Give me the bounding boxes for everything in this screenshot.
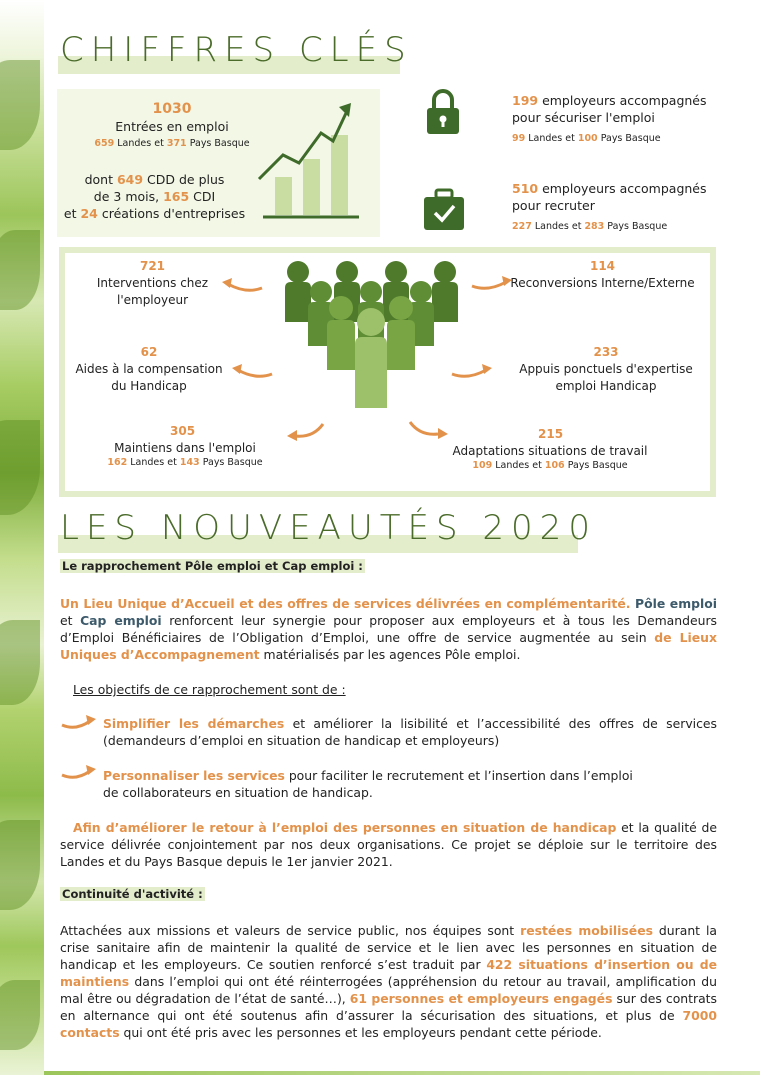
entries-split: 659 Landes et 371 Pays Basque	[94, 138, 250, 149]
bullet-simplifier: Simplifier les démarches et améliorer la lisibilité et l’accessibilité des offres de services (demandeurs d’emploi en situation de handicap et employeurs)	[103, 716, 717, 748]
subhead-continuite: Continuité d'activité :	[62, 887, 203, 901]
bullet-arrow-icon	[60, 713, 98, 731]
arrow-down-left-icon	[285, 420, 325, 442]
stat-aides: 62 Aides à la compensation du Handicap	[75, 345, 223, 393]
bullet-arrow-icon	[60, 763, 98, 781]
stat-reconversions: 114 Reconversions Interne/Externe	[510, 259, 695, 290]
arrow-right-icon	[450, 362, 494, 382]
people-group-icon	[283, 258, 461, 412]
lock-icon	[425, 88, 461, 136]
entries-block	[92, 101, 252, 152]
employers-recruit: 510 employeurs accompagnés pour recruter 227 Landes et 283 Pays Basque	[512, 181, 707, 232]
contracts-block: dont 649 CDD de plus de 3 mois, 165 CDI et 24 créations d'entreprises	[63, 172, 246, 221]
entries-value: 1030	[152, 101, 192, 117]
paragraph-lieu-unique: Un Lieu Unique d’Accueil et des offres de services délivrées en complémentarité. Pôle emploi et Cap emploi renforcent leur synergie pour proposer aux employeurs et à tous les Demandeurs d’Emploi Bénéficiaires de l’Obligation d’Emploi, une offre de service augmentée au sein de Lieux Uniques d’Accompagnement matérialisés par les agences Pôle emploi.	[60, 596, 717, 662]
entries-label: Entrées en emploi	[115, 119, 229, 134]
stat-appuis: 233 Appuis ponctuels d'expertise emploi Handicap	[519, 345, 693, 393]
arrow-right-icon	[470, 274, 514, 294]
section-title-chiffres: CHIFFRES CLÉS	[60, 30, 413, 70]
subhead-rapprochement: Le rapprochement Pôle emploi et Cap emploi :	[62, 559, 363, 573]
briefcase-check-icon	[423, 188, 465, 232]
growth-chart-icon	[255, 99, 365, 224]
objectifs-label: Les objectifs de ce rapprochement sont de :	[73, 682, 346, 697]
bullet-personnaliser: Personnaliser les services pour faciliter le recrutement et l’insertion dans l’emploi de collaborateurs en situation de handicap.	[103, 768, 633, 800]
section-title-nouveautes: LES NOUVEAUTÉS 2020	[60, 508, 597, 548]
arrow-down-right-icon	[408, 418, 450, 442]
arrow-left-icon	[230, 362, 274, 382]
stat-interventions: 721 Interventions chez l'employeur	[96, 259, 209, 307]
stat-maintiens: 305 Maintiens dans l'emploi 162 Landes et 143 Pays Basque	[107, 424, 263, 468]
paragraph-afin: Afin d’améliorer le retour à l’emploi des personnes en situation de handicap et la qualité de service délivrée conjointement par nos deux organisations. Ce projet se déploie sur le territoire des Landes et du Pays Basque depuis le 1er janvier 2021.	[60, 820, 718, 869]
key-figures-box	[57, 89, 380, 237]
employers-secure: 199 employeurs accompagnés pour sécuriser l'emploi 99 Landes et 100 Pays Basque	[512, 93, 707, 144]
paragraph-continuite: Attachées aux missions et valeurs de service public, nos équipes sont restées mobilisées durant la crise sanitaire afin de maintenir la qualité de service et le lien avec les personnes en situation de handicap et les employeurs. Ce soutien renforcé s’est traduit par 422 situations d’insertion ou de maintiens dans l’emploi qui ont été réinterrogées (appréhension du retour au travail, amplification du mal être ou dégradation de l’état de santé…), 61 personnes et employeurs engagés sur des contrats en alternance qui ont été soutenus afin d’assurer la sécurisation des situations, et plus de 7000 contacts qui ont été pris avec les personnes et les employeurs pendant cette période.	[60, 923, 718, 1040]
leaf-background	[0, 0, 44, 1075]
stat-adaptations: 215 Adaptations situations de travail 109 Landes et 106 Pays Basque	[452, 427, 648, 471]
footer-line	[44, 1071, 760, 1075]
arrow-left-icon	[220, 276, 264, 296]
